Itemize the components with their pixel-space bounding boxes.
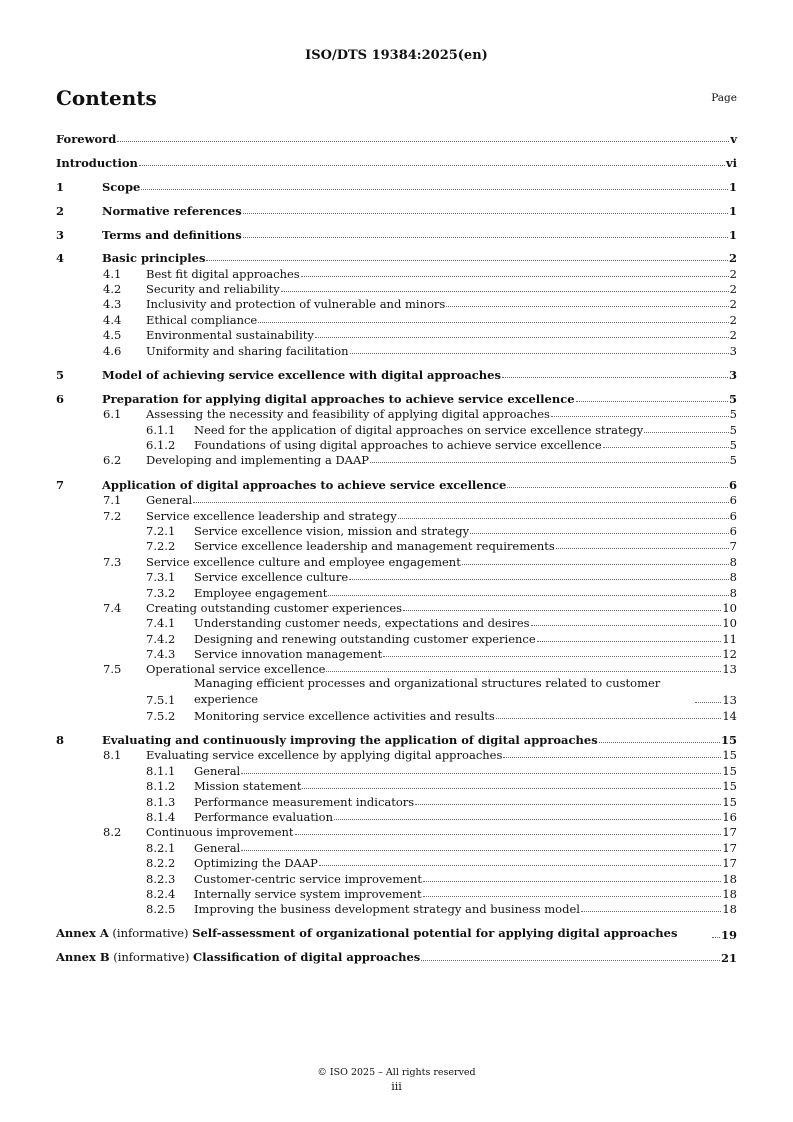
annex-type: (informative): [112, 926, 189, 941]
annex-title: Classification of digital approaches: [192, 949, 421, 964]
toc-entry-number: 7.1: [103, 493, 122, 508]
toc-entry-label: Service excellence leadership and strategy: [146, 508, 397, 523]
toc-entry-label: Performance evaluation: [194, 810, 333, 824]
document-id-header: ISO/DTS 19384:2025(en): [305, 48, 488, 63]
toc-entry[interactable]: [56, 507, 737, 522]
toc-entry-label: General: [194, 763, 241, 778]
toc-entry-label: Model of achieving service excellence with digital approaches: [102, 368, 501, 383]
toc-entry[interactable]: [56, 281, 737, 296]
toc-entry-label: Environmental sustainability: [146, 328, 314, 343]
toc-entry[interactable]: [56, 707, 737, 722]
toc-entry-number: 8.1.3: [146, 794, 176, 809]
toc-entry[interactable]: [56, 523, 737, 538]
toc-entry-label: Scope: [102, 179, 141, 194]
dot-leader: [350, 353, 729, 354]
toc-entry-number: 7: [56, 477, 65, 492]
toc-entry-label: Application of digital approaches to achieve service excellence: [102, 477, 507, 492]
dot-leader: [326, 671, 721, 672]
toc-entry-number: 8.2.3: [146, 871, 176, 886]
toc-entry-number: 8.2.2: [146, 856, 176, 871]
dot-leader: [576, 401, 728, 402]
toc-entry[interactable]: [56, 327, 737, 342]
toc-entry-number: 7.4.2: [146, 631, 176, 646]
toc-entry-label: Ethical compliance: [146, 312, 258, 327]
toc-entry-label: Introduction: [56, 156, 138, 171]
dot-leader: [301, 276, 729, 277]
toc-entry-label: Evaluating service excellence by applying digital approaches: [146, 748, 503, 763]
dot-leader: [423, 896, 722, 897]
toc-entry-page: 17: [722, 856, 737, 871]
toc-entry[interactable]: [56, 155, 737, 170]
dot-leader: [531, 625, 722, 626]
toc-entry[interactable]: [56, 538, 737, 553]
dot-leader: [537, 641, 722, 642]
toc-entry[interactable]: [56, 630, 737, 645]
copyright-notice: © ISO 2025 – All rights reserved: [317, 1067, 476, 1078]
toc-entry[interactable]: [56, 265, 737, 280]
toc-entry-page: 18: [722, 871, 737, 886]
toc-entry-page: 16: [722, 810, 737, 824]
annex-label: [56, 950, 420, 965]
toc-entry-page: 15: [722, 779, 737, 794]
toc-entry-label: Best fit digital approaches: [146, 266, 300, 281]
annex-entry[interactable]: [56, 926, 737, 941]
toc-entry-number: 6.1: [103, 407, 122, 422]
toc-entry[interactable]: [56, 569, 737, 584]
toc-entry-page: 18: [722, 902, 737, 917]
toc-entry-number: 7.5: [103, 662, 122, 677]
dot-leader: [403, 610, 721, 611]
toc-entry-label: Need for the application of digital approaches on service excellence strategy: [194, 422, 644, 437]
dot-leader: [581, 911, 721, 912]
dot-leader: [644, 432, 728, 433]
toc-entry-page: 6: [729, 508, 737, 523]
toc-entry-page: 15: [720, 733, 737, 748]
dot-leader: [241, 773, 721, 774]
toc-entry-page: 1: [728, 179, 737, 194]
toc-entry-label: Optimizing the DAAP: [194, 856, 318, 871]
toc-entry-number: 6.1.1: [146, 422, 176, 437]
toc-entry-number: 7.4.3: [146, 647, 176, 662]
toc-entry-page: 14: [722, 708, 737, 723]
dot-leader: [243, 237, 728, 238]
toc-entry-number: 2: [56, 203, 65, 218]
toc-entry-page: vi: [725, 156, 737, 171]
dot-leader: [243, 213, 728, 214]
toc-entry-label: Mission statement: [194, 779, 302, 794]
toc-entry-label: General: [194, 840, 241, 855]
toc-entry[interactable]: [56, 476, 737, 491]
annex-entry[interactable]: [56, 950, 737, 965]
toc-entry-number: 8.1.4: [146, 810, 176, 824]
toc-entry-label: Employee engagement: [194, 585, 328, 600]
toc-entry-number: 8.1.2: [146, 779, 176, 794]
toc-entry[interactable]: [56, 793, 737, 808]
toc-entry[interactable]: [56, 492, 737, 507]
toc-entry-number: 7.2: [103, 508, 122, 523]
toc-entry-page: 5: [729, 422, 737, 437]
toc-entry-number: 7.2.2: [146, 539, 176, 554]
toc-entry-page: 11: [722, 631, 737, 646]
toc-entry-page: 8: [729, 554, 737, 569]
toc-entry[interactable]: [56, 839, 737, 854]
toc-entry[interactable]: [56, 421, 737, 436]
dot-leader: [141, 189, 728, 190]
dot-leader: [334, 819, 721, 820]
dot-leader: [551, 416, 729, 417]
toc-entry[interactable]: [56, 870, 737, 885]
page-number: iii: [391, 1080, 402, 1093]
toc-entry-number: 4.2: [103, 282, 122, 297]
dot-leader: [281, 291, 729, 292]
toc-entry-label: Preparation for applying digital approaches to achieve service excellence: [102, 391, 575, 406]
toc-entry-label: Service excellence culture and employee engagement: [146, 554, 461, 569]
dot-leader: [503, 757, 721, 758]
toc-entry-number: 7.2.1: [146, 523, 176, 538]
dot-leader: [349, 579, 729, 580]
dot-leader: [462, 564, 729, 565]
dot-leader: [470, 533, 729, 534]
toc-entry-label: Service excellence vision, mission and strategy: [194, 523, 470, 538]
toc-entry[interactable]: [56, 762, 737, 777]
toc-entry[interactable]: [56, 676, 737, 707]
toc-entry-page: 2: [729, 312, 737, 327]
annex-name: Annex B: [56, 949, 110, 964]
toc-entry-label: Monitoring service excellence activities and results: [194, 708, 495, 723]
toc-entry[interactable]: [56, 250, 737, 265]
toc-entry-page: 8: [729, 570, 737, 585]
toc-entry[interactable]: [56, 311, 737, 326]
dot-leader: [258, 322, 728, 323]
toc-entry-page: 2: [729, 266, 737, 281]
toc-entry[interactable]: [56, 732, 737, 747]
dot-leader: [502, 377, 728, 378]
toc-entry-page: 3: [728, 368, 737, 383]
toc-entry-page: 6: [729, 523, 737, 538]
toc-entry[interactable]: [56, 390, 737, 405]
toc-entry[interactable]: [56, 179, 737, 194]
dot-leader: [421, 960, 720, 961]
toc-entry-label: Inclusivity and protection of vulnerable and minors: [146, 297, 446, 312]
toc-entry-page: 6: [729, 493, 737, 508]
toc-entry-page: 2: [729, 297, 737, 312]
toc-entry-number: 5: [56, 368, 65, 383]
toc-entry[interactable]: [56, 131, 737, 146]
toc-entry-label: Operational service excellence: [146, 662, 326, 677]
toc-entry[interactable]: [56, 809, 737, 824]
contents-title: Contents: [56, 86, 157, 110]
toc-entry-number: 7.3.2: [146, 585, 176, 600]
toc-entry-number: 8: [56, 733, 65, 748]
toc-entry[interactable]: [56, 296, 737, 311]
toc-entry[interactable]: [56, 886, 737, 901]
toc-entry[interactable]: [56, 661, 737, 676]
toc-entry-page: 7: [729, 539, 737, 554]
toc-entry[interactable]: [56, 646, 737, 661]
toc-entry-page: 2: [729, 328, 737, 343]
toc-entry-label: Customer-centric service improvement: [194, 871, 422, 886]
toc-entry-page: 15: [722, 763, 737, 778]
toc-entry-label: Foundations of using digital approaches to achieve service excellence: [194, 437, 602, 452]
toc-entry[interactable]: [56, 855, 737, 870]
toc-entry-page: 17: [722, 825, 737, 840]
toc-entry-page: 10: [722, 616, 737, 631]
toc-entry[interactable]: [56, 367, 737, 382]
dot-leader: [193, 502, 728, 503]
dot-leader: [328, 595, 728, 596]
toc-entry-label: Uniformity and sharing facilitation: [146, 343, 349, 358]
toc-entry-number: 4: [56, 251, 65, 266]
dot-leader: [496, 718, 722, 719]
toc-entry-label: Understanding customer needs, expectations and desires: [194, 616, 530, 631]
toc-entry-label: Creating outstanding customer experiences: [146, 600, 403, 615]
toc-entry[interactable]: [56, 437, 737, 452]
toc-entry[interactable]: [56, 901, 737, 916]
toc-entry-number: 8.2.1: [146, 840, 176, 855]
dot-leader: [603, 447, 729, 448]
toc-entry-page: 18: [722, 886, 737, 901]
toc-entry[interactable]: [56, 615, 737, 630]
toc-entry-page: 5: [729, 437, 737, 452]
toc-entry-number: 6: [56, 391, 65, 406]
dot-leader: [507, 487, 728, 488]
annex-type: (informative): [113, 949, 190, 964]
toc-entry-page: 1: [728, 227, 737, 242]
dot-leader: [383, 656, 721, 657]
toc-entry-page: 5: [728, 391, 737, 406]
toc-entry-page: 2: [729, 282, 737, 297]
toc-entry[interactable]: [56, 600, 737, 615]
toc-entry-label: General: [146, 493, 193, 508]
toc-entry[interactable]: [56, 584, 737, 599]
toc-entry-label: Performance measurement indicators: [194, 794, 415, 809]
dot-leader: [599, 742, 720, 743]
toc-entry[interactable]: [56, 226, 737, 241]
toc-entry-number: 4.5: [103, 328, 122, 343]
dot-leader: [315, 337, 729, 338]
toc-entry-number: 7.4: [103, 600, 122, 615]
toc-entry-label: Security and reliability: [146, 282, 280, 297]
toc-entry-label: Foreword: [56, 132, 117, 147]
dot-leader: [446, 306, 728, 307]
toc-entry-page: 10: [722, 600, 737, 615]
toc-entry-page: 1: [728, 203, 737, 218]
toc-entry[interactable]: [56, 406, 737, 421]
toc-entry-label: Internally service system improvement: [194, 886, 422, 901]
toc-entry-label: Service innovation management: [194, 647, 383, 662]
dot-leader: [370, 462, 729, 463]
dot-leader: [423, 881, 721, 882]
toc-entry-number: 8.2: [103, 825, 122, 840]
toc-entry-number: 8.2.5: [146, 902, 176, 917]
page-column-heading: Page: [711, 92, 737, 104]
annex-page: 21: [720, 951, 737, 966]
toc-entry-page: 13: [722, 662, 737, 677]
toc-entry[interactable]: [56, 747, 737, 762]
toc-entry-number: 7.5.1: [146, 693, 176, 708]
toc-entry-number: 4.1: [103, 266, 122, 281]
dot-leader: [398, 518, 729, 519]
toc-entry-page: 15: [722, 748, 737, 763]
toc-entry-label: Service excellence culture: [194, 570, 349, 585]
dot-leader: [302, 788, 721, 789]
toc-entry[interactable]: [56, 553, 737, 568]
toc-entry-number: 8.1: [103, 748, 122, 763]
toc-entry-number: 6.2: [103, 453, 122, 468]
toc-entry-page: 8: [729, 585, 737, 600]
dot-leader: [117, 141, 729, 142]
dot-leader: [319, 865, 721, 866]
toc-entry-number: 4.6: [103, 343, 122, 358]
toc-entry-label: Developing and implementing a DAAP: [146, 453, 370, 468]
toc-entry-number: 7.5.2: [146, 708, 176, 723]
toc-entry[interactable]: [56, 342, 737, 357]
toc-entry-page: 17: [722, 840, 737, 855]
dot-leader: [241, 850, 721, 851]
toc-entry-page: 13: [722, 693, 737, 708]
annex-page: 19: [720, 927, 737, 942]
toc-entry-label: Service excellence leadership and management requirements: [194, 539, 555, 554]
toc-entry-page: 15: [722, 794, 737, 809]
dot-leader: [415, 804, 721, 805]
toc-entry-page: 2: [728, 251, 737, 266]
toc-entry-number: 8.1.1: [146, 763, 176, 778]
toc-entry[interactable]: [56, 824, 737, 839]
toc-entry-page: v: [730, 132, 737, 147]
toc-entry-page: 12: [722, 647, 737, 662]
dot-leader: [206, 260, 728, 261]
toc-entry-number: 4.4: [103, 312, 122, 327]
toc-entry-number: 7.3: [103, 554, 122, 569]
dot-leader: [556, 548, 729, 549]
table-of-contents: [56, 131, 737, 965]
toc-entry-number: 4.3: [103, 297, 122, 312]
toc-entry-number: 7.4.1: [146, 616, 176, 631]
toc-entry-number: 3: [56, 227, 65, 242]
toc-entry-page: 5: [729, 453, 737, 468]
toc-entry-label: Assessing the necessity and feasibility of applying digital approaches: [146, 407, 550, 422]
dot-leader: [695, 702, 721, 703]
dot-leader: [295, 834, 722, 835]
toc-entry-page: 5: [729, 407, 737, 422]
toc-entry-number: 8.2.4: [146, 886, 176, 901]
toc-entry-label: Improving the business development strategy and business model: [194, 902, 580, 917]
dot-leader: [139, 165, 725, 166]
dot-leader: [712, 937, 720, 938]
toc-entry-label: Evaluating and continuously improving the application of digital approaches: [102, 733, 598, 748]
annex-title: Self-assessment of organizational potential for applying digital approaches: [192, 926, 678, 941]
toc-entry-label: Basic principles: [102, 251, 206, 266]
toc-entry-number: 1: [56, 179, 65, 194]
toc-entry-label: Managing efficient processes and organizational structures related to customer experience: [194, 676, 661, 706]
page-footer: [0, 1067, 793, 1095]
toc-entry-number: 7.3.1: [146, 570, 176, 585]
toc-entry-label: Normative references: [102, 203, 242, 218]
toc-entry-page: 6: [728, 477, 737, 492]
toc-entry-label: Designing and renewing outstanding customer experience: [194, 631, 536, 646]
toc-entry-label: Terms and definitions: [102, 227, 242, 242]
toc-entry[interactable]: [56, 452, 737, 467]
toc-entry[interactable]: [56, 778, 737, 793]
toc-entry[interactable]: [56, 202, 737, 217]
annex-label: [56, 926, 711, 941]
annex-name: Annex A: [56, 926, 109, 941]
toc-entry-page: 3: [729, 343, 737, 358]
toc-entry-number: 6.1.2: [146, 437, 176, 452]
toc-entry-label: Continuous improvement: [146, 825, 294, 840]
